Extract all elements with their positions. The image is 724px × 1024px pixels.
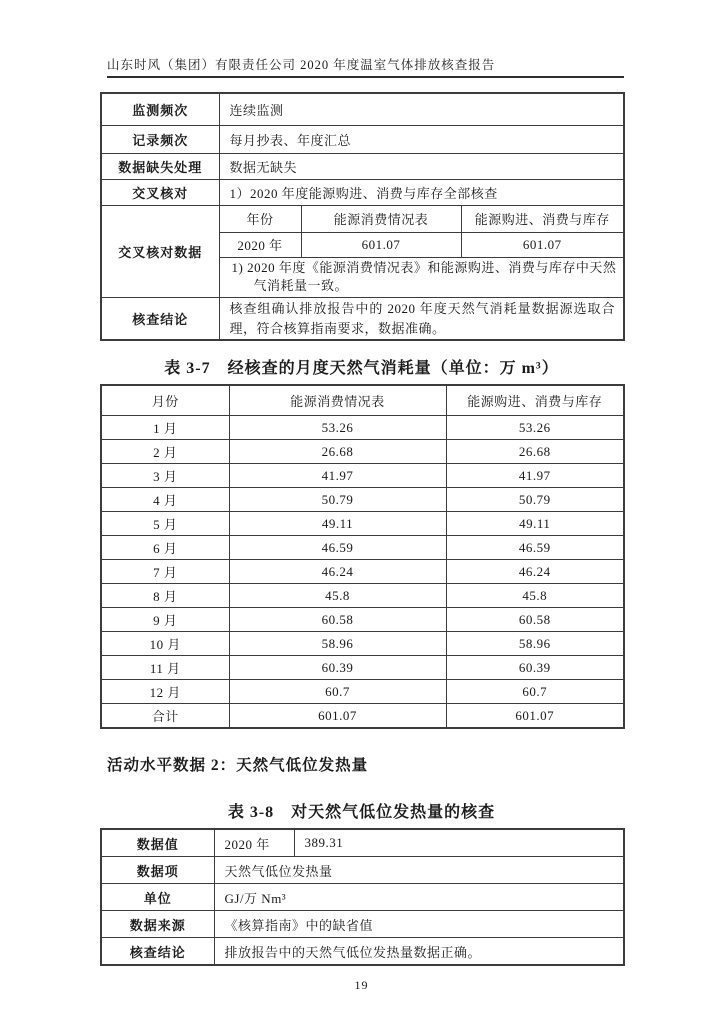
value-cell: 601.07 (301, 232, 461, 257)
row-label: 数据值 (101, 829, 214, 857)
table-row (101, 884, 624, 911)
value-cell: 601.07 (461, 232, 624, 257)
nested-column-header: 能源消费情况表 (301, 205, 461, 232)
row-label: 交叉核对数据 (101, 205, 219, 298)
table-header-row (101, 385, 624, 416)
total-value-cell: 601.07 (229, 704, 446, 729)
month-cell: 8 月 (101, 584, 229, 608)
table-row-total (101, 704, 624, 729)
table-row (101, 298, 624, 341)
value-cell: 41.97 (229, 464, 446, 488)
table-row (101, 512, 624, 536)
table-row (101, 125, 624, 153)
table-row (101, 680, 624, 704)
value-cell: 26.68 (446, 440, 624, 464)
cross-check-note: 1) 2020 年度《能源消费情况表》和能源购进、消费与库存中天然气消耗量一致。 (219, 257, 624, 298)
nested-column-header: 能源购进、消费与库存 (461, 205, 624, 232)
value-cell: 389.31 (294, 829, 624, 857)
row-label: 监测频次 (101, 93, 219, 125)
table-row (101, 440, 624, 464)
row-label: 数据来源 (101, 911, 214, 938)
value-cell: 60.58 (446, 608, 624, 632)
value-cell: 45.8 (446, 584, 624, 608)
row-value: 排放报告中的天然气低位发热量数据正确。 (214, 938, 624, 966)
month-cell: 7 月 (101, 560, 229, 584)
month-cell: 4 月 (101, 488, 229, 512)
total-label-cell: 合计 (101, 704, 229, 729)
page-content (100, 92, 623, 993)
column-header: 月份 (101, 385, 229, 416)
table-row (101, 93, 624, 125)
row-label: 记录频次 (101, 125, 219, 153)
row-label: 交叉核对 (101, 179, 219, 205)
row-label: 单位 (101, 884, 214, 911)
month-cell: 1 月 (101, 416, 229, 440)
year-cell: 2020 年 (219, 232, 301, 257)
column-header: 能源购进、消费与库存 (446, 385, 624, 416)
table-row (101, 560, 624, 584)
value-cell: 53.26 (446, 416, 624, 440)
value-cell: 50.79 (446, 488, 624, 512)
table-row (101, 179, 624, 205)
value-cell: 60.39 (446, 656, 624, 680)
row-label: 数据项 (101, 857, 214, 884)
month-cell: 11 月 (101, 656, 229, 680)
value-cell: 60.7 (229, 680, 446, 704)
row-value: 天然气低位发热量 (214, 857, 624, 884)
cross-check-table (100, 92, 625, 341)
page-header (107, 55, 624, 78)
total-value-cell: 601.07 (446, 704, 624, 729)
row-value: 1）2020 年度能源购进、消费与库存全部核查 (219, 179, 624, 205)
row-value: 每月抄表、年度汇总 (219, 125, 624, 153)
month-cell: 2 月 (101, 440, 229, 464)
table-row (101, 205, 624, 232)
value-cell: 26.68 (229, 440, 446, 464)
value-cell: 46.24 (229, 560, 446, 584)
activity-data-heading: 活动水平数据 2：天然气低位发热量 (107, 757, 369, 775)
value-cell: 58.96 (446, 632, 624, 656)
column-header: 能源消费情况表 (229, 385, 446, 416)
month-cell: 9 月 (101, 608, 229, 632)
table-row (101, 608, 624, 632)
value-cell: 50.79 (229, 488, 446, 512)
month-cell: 12 月 (101, 680, 229, 704)
value-cell: 49.11 (446, 512, 624, 536)
value-cell: 46.59 (229, 536, 446, 560)
value-cell: 46.59 (446, 536, 624, 560)
value-cell: 45.8 (229, 584, 446, 608)
page-header-title: 山东时风（集团）有限责任公司 2020 年度温室气体排放核查报告 (107, 58, 496, 72)
value-cell: 60.39 (229, 656, 446, 680)
year-cell: 2020 年 (214, 829, 294, 857)
table-row (101, 857, 624, 884)
month-cell: 5 月 (101, 512, 229, 536)
value-cell: 41.97 (446, 464, 624, 488)
value-cell: 49.11 (229, 512, 446, 536)
calorific-value-table (100, 828, 625, 966)
monthly-consumption-table (100, 384, 625, 729)
row-value: 连续监测 (219, 93, 624, 125)
table-row (101, 911, 624, 938)
table-3-8-title: 表 3-8 对天然气低位发热量的核查 (227, 804, 496, 822)
value-cell: 58.96 (229, 632, 446, 656)
month-cell: 6 月 (101, 536, 229, 560)
nested-column-header: 年份 (219, 205, 301, 232)
table-3-7-title: 表 3-7 经核查的月度天然气消耗量（单位：万 m³） (164, 360, 559, 378)
table-row (101, 656, 624, 680)
table-row (101, 829, 624, 857)
row-label: 数据缺失处理 (101, 153, 219, 179)
table-row (101, 938, 624, 966)
value-cell: 60.58 (229, 608, 446, 632)
conclusion-text: 核查组确认排放报告中的 2020 年度天然气消耗量数据源选取合理，符合核算指南要求，数据准确。 (219, 298, 624, 341)
table-row (101, 464, 624, 488)
month-cell: 10 月 (101, 632, 229, 656)
row-label: 核查结论 (101, 938, 214, 966)
table-row (101, 488, 624, 512)
value-cell: 46.24 (446, 560, 624, 584)
table-row (101, 632, 624, 656)
row-label: 核查结论 (101, 298, 219, 341)
value-cell: 53.26 (229, 416, 446, 440)
row-value: GJ/万 Nm³ (214, 884, 624, 911)
table-row (101, 416, 624, 440)
table-row (101, 536, 624, 560)
row-value: 《核算指南》中的缺省值 (214, 911, 624, 938)
month-cell: 3 月 (101, 464, 229, 488)
value-cell: 60.7 (446, 680, 624, 704)
table-row (101, 584, 624, 608)
table-row (101, 153, 624, 179)
page-number: 19 (354, 978, 369, 993)
row-value: 数据无缺失 (219, 153, 624, 179)
